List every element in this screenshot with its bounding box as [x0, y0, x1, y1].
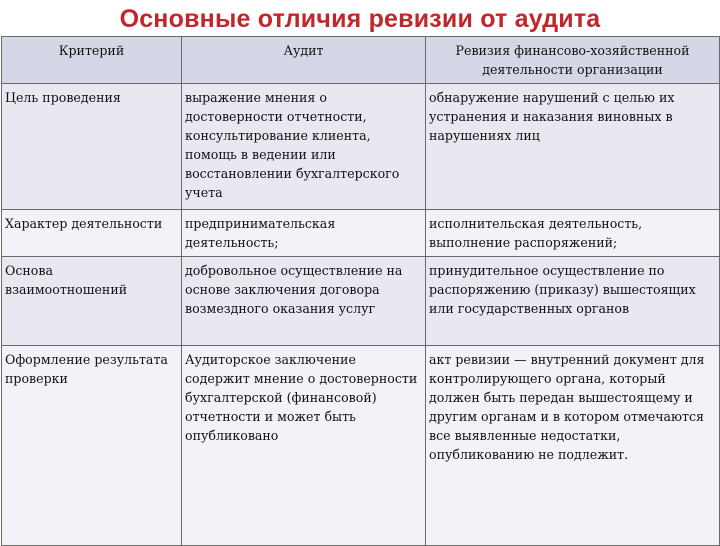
cell-audit: предпринимательская деятельность; [182, 210, 426, 257]
cell-audit: добровольное осуществление на основе заключения договора возмездного оказания услуг [182, 257, 426, 346]
header-criterion: Критерий [2, 37, 182, 84]
table-header-row [2, 37, 720, 84]
cell-audit: Аудиторское заключение содержит мнение о достоверности бухгалтерской (финансовой) отчетности и может быть опубликовано [182, 346, 426, 546]
comparison-table [1, 36, 720, 546]
cell-criterion: Оформление результата проверки [2, 346, 182, 546]
cell-criterion: Цель проведения [2, 84, 182, 210]
cell-audit: выражение мнения о достоверности отчетности, консультирование клиента, помощь в ведении или восстановлении бухгалтерского учета [182, 84, 426, 210]
cell-revision: исполнительская деятельность, выполнение распоряжений; [426, 210, 720, 257]
table-row [2, 84, 720, 210]
table-row [2, 346, 720, 546]
cell-criterion: Характер деятельности [2, 210, 182, 257]
header-revision: Ревизия финансово-хозяйственной деятельности организации [426, 37, 720, 84]
slide-title: Основные отличия ревизии от аудита [119, 5, 601, 33]
table-row [2, 257, 720, 346]
cell-revision: обнаружение нарушений с целью их устранения и наказания виновных в нарушениях лиц [426, 84, 720, 210]
cell-revision: принудительное осуществление по распоряжению (приказу) вышестоящих или государственных органов [426, 257, 720, 346]
table-row [2, 210, 720, 257]
header-audit: Аудит [182, 37, 426, 84]
cell-revision: акт ревизии — внутренний документ для контролирующего органа, который должен быть передан вышестоящему и другим органам и в котором отмечаются все выявленные недостатки, опубликованию не подлежит. [426, 346, 720, 546]
cell-criterion: Основа взаимоотношений [2, 257, 182, 346]
